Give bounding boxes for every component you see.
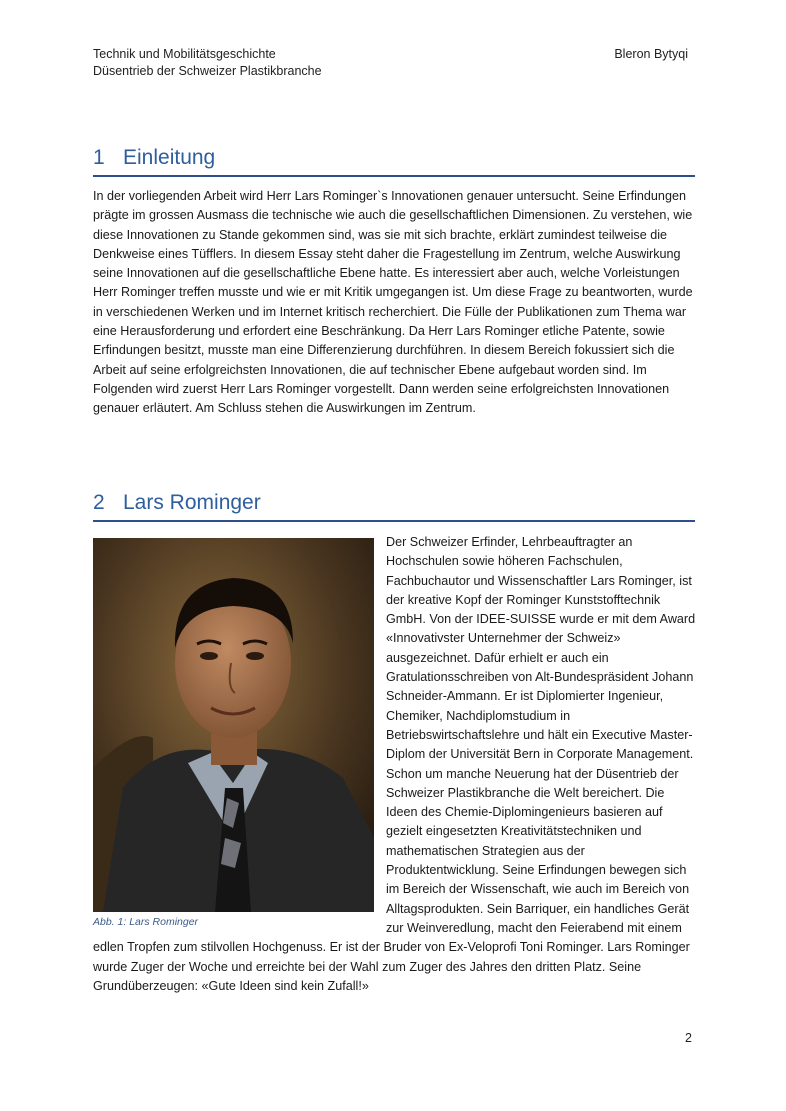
section-title: Lars Rominger	[123, 491, 261, 514]
intro-paragraph: In der vorliegenden Arbeit wird Herr Lars Rominger`s Innovationen genauer untersucht. Seine Erfindungen prägte im grossen Ausmass die technische wie auch die gesellschaftlichen Dimensionen. Zu verstehen, wie diese Innovationen zu Stande gekommen sind, was sie mit sich brachte, erklärt zumindest teilweise die Denkweise eines Tüfflers. In diesem Essay steht daher die Fragestellung im Zentrum, welche Auswirkung seine Innovationen auf die gesellschaftliche Ebene hatte. Es interessiert aber auch, welche Vorleistungen Herr Rominger treffen musste und wie er mit Kritik umgegangen ist. Um diese Frage zu beantworten, wurde in verschiedenen Werken und im Internet kritisch recherchiert. Die Fülle der Publikationen zum Thema war eine Herausforderung und erfordert eine Beschränkung. Da Herr Lars Rominger etliche Patente, sowie Erfindungen besitzt, musste man eine Differenzierung durchführen. In diesem Bereich fokussiert sich die Arbeit auf seine erfolgreichsten Innovationen, die auf technischer Ebene aufgebaut worden sind. Im Folgenden wird zuerst Herr Lars Rominger vorgestellt. Dann werden seine erfolgreichsten Innovationen genauer erläutert. Am Schluss stehen die Auswirkungen im Zentrum.	[93, 189, 693, 416]
biography-paragraph	[93, 533, 696, 996]
figure-caption: Abb. 1: Lars Rominger	[93, 916, 199, 928]
header-author: Bleron Bytyqi	[614, 47, 688, 61]
section-heading-einleitung	[93, 146, 695, 177]
photo-spacer	[93, 533, 386, 923]
section-title: Einleitung	[123, 146, 216, 169]
running-header-left	[93, 46, 322, 80]
section-number: 2	[93, 491, 105, 514]
section-number: 1	[93, 146, 105, 169]
page-number: 2	[685, 1031, 692, 1045]
header-subtitle: Düsentrieb der Schweizer Plastikbranche	[93, 64, 322, 78]
section-heading-lars-rominger	[93, 491, 695, 522]
biography-text: Der Schweizer Erfinder, Lehrbeauftragter an Hochschulen sowie höheren Fachschulen, Fachbuchautor und Wissenschaftler Lars Rominger, ist der kreative Kopf der Rominger Kunststofftechnik GmbH. Von der IDEE-SUISSE wurde er mit dem Award «Innovativster Unternehmer der Schweiz» ausgezeichnet. Dafür erhielt er auch ein Gratulationsschreiben von Alt-Bundespräsident Johann Schneider-Ammann. Er ist Diplomierter Ingenieur, Chemiker, Nachdiplomstudium in Betriebswirtschaftslehre und hält ein Executive Master-Diplom der Universität Bern in Corporate Management. Schon um manche Neuerung hat der Düsentrieb der Schweizer Plastikbranche die Welt bereichert. Die Ideen des Chemie-Diplomingenieurs basieren auf gezielt eingesetzten Kreativitätstechniken und mathematischen Strategien aus der Produktentwicklung. Seine Erfindungen bewegen sich im Bereich der Wissenschaft, wie auch im Bereich von Alltagsprodukten. Sein Barriquer, ein handliches Gerät zur Weinveredlung, macht den Feierabend mit einem edlen Tropfen zum stilvollen Hochgenuss. Er ist der Bruder von Ex-Veloprofi Toni Rominger. Lars Rominger wurde Zuger der Woche und erreichte bei der Wahl zum Zuger des Jahres den dritten Platz. Seine Grundüberzeugen: «Gute Ideen sind kein Zufall!»	[93, 535, 696, 993]
header-course: Technik und Mobilitätsgeschichte	[93, 47, 276, 61]
